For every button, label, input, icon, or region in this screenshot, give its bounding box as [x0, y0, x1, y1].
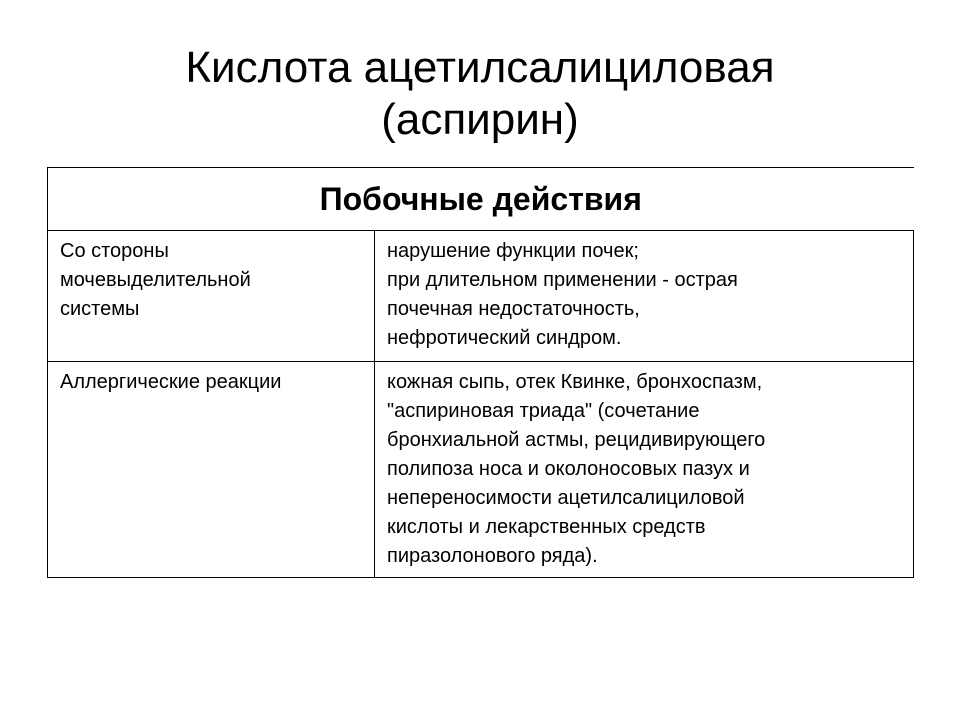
category-line: Аллергические реакции — [60, 371, 282, 393]
side-effects-table — [47, 167, 914, 578]
category-line: Со стороны — [60, 240, 169, 262]
category-line: системы — [60, 298, 140, 320]
table-cell-effects — [375, 362, 914, 578]
table-header-row — [48, 168, 914, 231]
table-row — [48, 362, 914, 578]
effect-line: непереносимости ацетилсалициловой — [387, 487, 745, 509]
effect-line: при длительном применении - острая — [387, 269, 738, 291]
effect-line: "аспириновая триада" (сочетание — [387, 400, 700, 422]
slide-title — [0, 42, 960, 146]
table-row — [48, 231, 914, 362]
category-line: мочевыделительной — [60, 269, 251, 291]
effect-line: почечная недостаточность, — [387, 298, 640, 320]
side-effects-table-container — [47, 167, 913, 578]
effect-line: полипоза носа и околоносовых пазух и — [387, 458, 750, 480]
effect-line: пиразолонового ряда). — [387, 545, 598, 567]
effect-line: нефротический синдром. — [387, 327, 622, 349]
table-cell-effects — [375, 231, 914, 362]
effect-line: кислоты и лекарственных средств — [387, 516, 706, 538]
effect-line: кожная сыпь, отек Квинке, бронхоспазм, — [387, 371, 763, 393]
slide-title-line-1: Кислота ацетилсалициловая — [185, 43, 775, 92]
effect-line: нарушение функции почек; — [387, 240, 639, 262]
slide-title-line-2: (аспирин) — [381, 95, 579, 144]
table-cell-category — [48, 231, 375, 362]
effect-line: бронхиальной астмы, рецидивирующего — [387, 429, 766, 451]
table-header: Побочные действия — [48, 168, 914, 231]
table-cell-category — [48, 362, 375, 578]
